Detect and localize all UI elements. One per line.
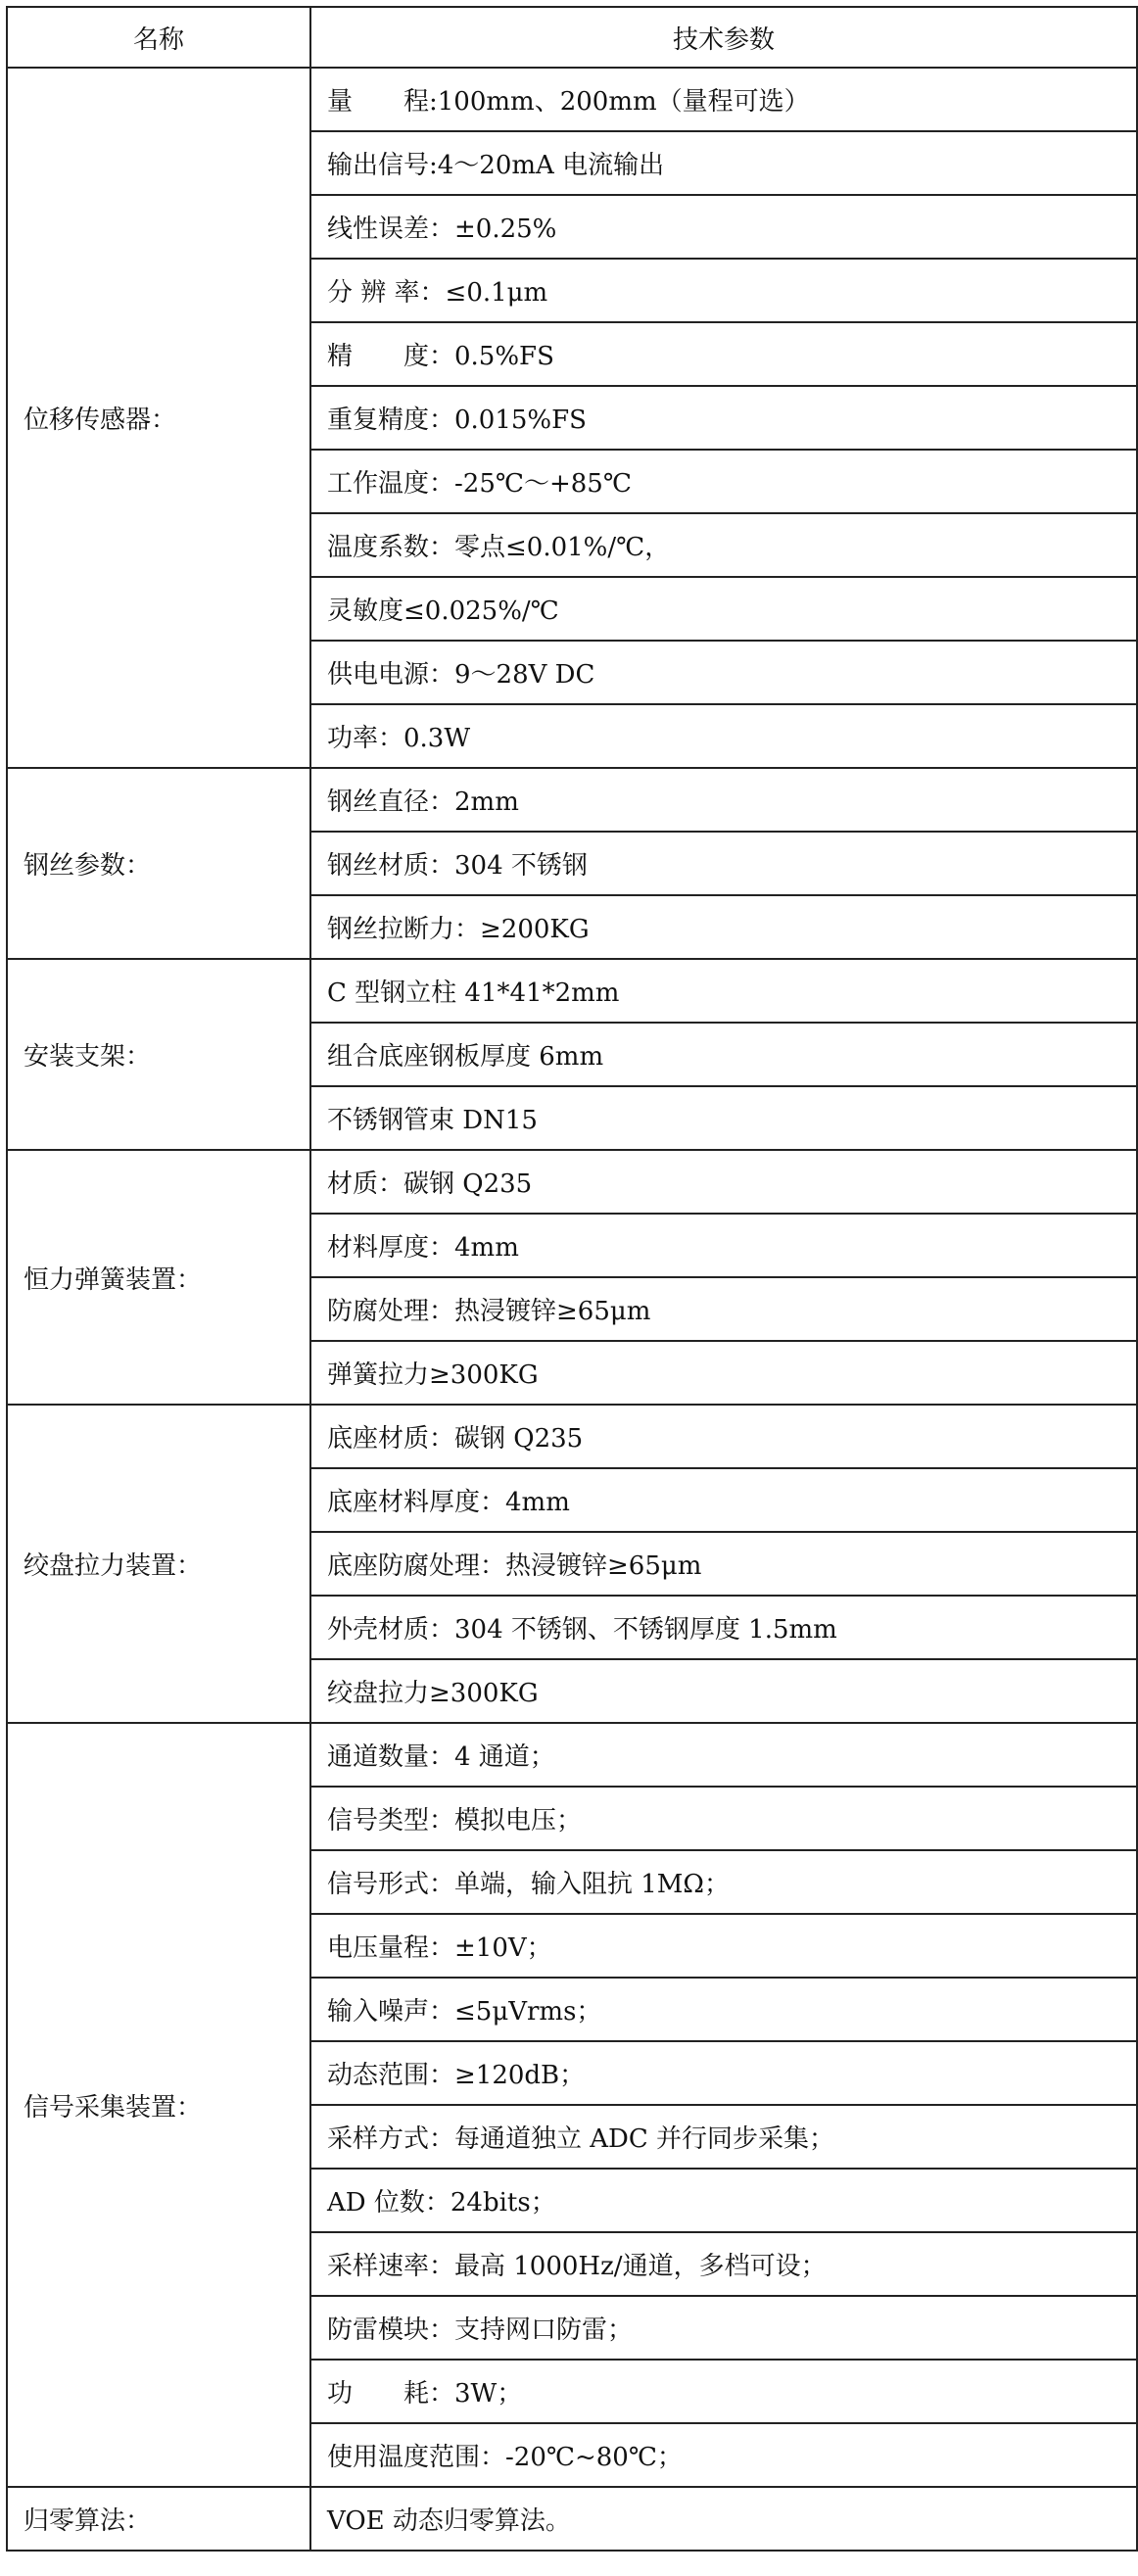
param-cell: 功率：0.3W: [310, 704, 1137, 768]
param-cell: 灵敏度≤0.025%/℃: [310, 577, 1137, 641]
param-cell: 动态范围：≥120dB；: [310, 2041, 1137, 2105]
param-cell: 电压量程：±10V；: [310, 1914, 1137, 1978]
param-cell: 组合底座钢板厚度 6mm: [310, 1023, 1137, 1086]
table-row: [7, 68, 1137, 131]
param-cell: 采样速率：最高 1000Hz/通道，多档可设；: [310, 2232, 1137, 2296]
param-cell: 钢丝材质：304 不锈钢: [310, 832, 1137, 895]
param-cell: 使用温度范围：-20℃~80℃；: [310, 2423, 1137, 2487]
param-cell: 防雷模块：支持网口防雷；: [310, 2296, 1137, 2360]
param-cell: 材质：碳钢 Q235: [310, 1150, 1137, 1214]
group-name-cell: 钢丝参数：: [7, 768, 310, 959]
param-cell: VOE 动态归零算法。: [310, 2487, 1137, 2551]
param-cell: 底座材料厚度：4mm: [310, 1468, 1137, 1532]
param-cell: 钢丝拉断力：≥200KG: [310, 895, 1137, 959]
group-name-cell: 恒力弹簧装置：: [7, 1150, 310, 1405]
param-cell: 精 度：0.5%FS: [310, 322, 1137, 386]
param-cell: 分 辨 率：≤0.1μm: [310, 259, 1137, 322]
param-cell: 工作温度：-25℃～+85℃: [310, 450, 1137, 513]
spec-table-container: [6, 6, 1136, 2552]
param-cell: C 型钢立柱 41*41*2mm: [310, 959, 1137, 1023]
param-cell: 绞盘拉力≥300KG: [310, 1659, 1137, 1723]
table-header-row: [7, 7, 1137, 68]
param-cell: 底座材质：碳钢 Q235: [310, 1405, 1137, 1468]
param-cell: 信号形式：单端，输入阻抗 1MΩ；: [310, 1850, 1137, 1914]
param-cell: 线性误差：±0.25%: [310, 195, 1137, 259]
param-cell: 供电电源：9～28V DC: [310, 641, 1137, 704]
param-cell: 底座防腐处理：热浸镀锌≥65μm: [310, 1532, 1137, 1596]
param-cell: 温度系数：零点≤0.01%/℃，: [310, 513, 1137, 577]
group-name-cell: 位移传感器：: [7, 68, 310, 768]
param-cell: 输入噪声：≤5μVrms；: [310, 1978, 1137, 2041]
param-cell: 重复精度：0.015%FS: [310, 386, 1137, 450]
param-cell: 材料厚度：4mm: [310, 1214, 1137, 1277]
group-name-cell: 归零算法：: [7, 2487, 310, 2551]
table-row: [7, 1405, 1137, 1468]
group-name-cell: 绞盘拉力装置：: [7, 1405, 310, 1723]
group-name-cell: 安装支架：: [7, 959, 310, 1150]
header-params: 技术参数: [310, 7, 1137, 68]
table-row: [7, 959, 1137, 1023]
spec-table: [6, 6, 1138, 2552]
param-cell: AD 位数：24bits；: [310, 2169, 1137, 2232]
param-cell: 防腐处理：热浸镀锌≥65μm: [310, 1277, 1137, 1341]
param-cell: 采样方式：每通道独立 ADC 并行同步采集；: [310, 2105, 1137, 2169]
param-cell: 外壳材质：304 不锈钢、不锈钢厚度 1.5mm: [310, 1596, 1137, 1659]
param-cell: 弹簧拉力≥300KG: [310, 1341, 1137, 1405]
table-row: [7, 768, 1137, 832]
param-cell: 功 耗：3W；: [310, 2360, 1137, 2423]
param-cell: 通道数量：4 通道；: [310, 1723, 1137, 1787]
table-row: [7, 2487, 1137, 2551]
param-cell: 输出信号:4～20mA 电流输出: [310, 131, 1137, 195]
spec-table-body: [7, 68, 1137, 2551]
param-cell: 量 程:100mm、200mm（量程可选）: [310, 68, 1137, 131]
header-name: 名称: [7, 7, 310, 68]
param-cell: 不锈钢管束 DN15: [310, 1086, 1137, 1150]
table-row: [7, 1150, 1137, 1214]
param-cell: 钢丝直径：2mm: [310, 768, 1137, 832]
param-cell: 信号类型：模拟电压；: [310, 1787, 1137, 1850]
group-name-cell: 信号采集装置：: [7, 1723, 310, 2487]
table-row: [7, 1723, 1137, 1787]
